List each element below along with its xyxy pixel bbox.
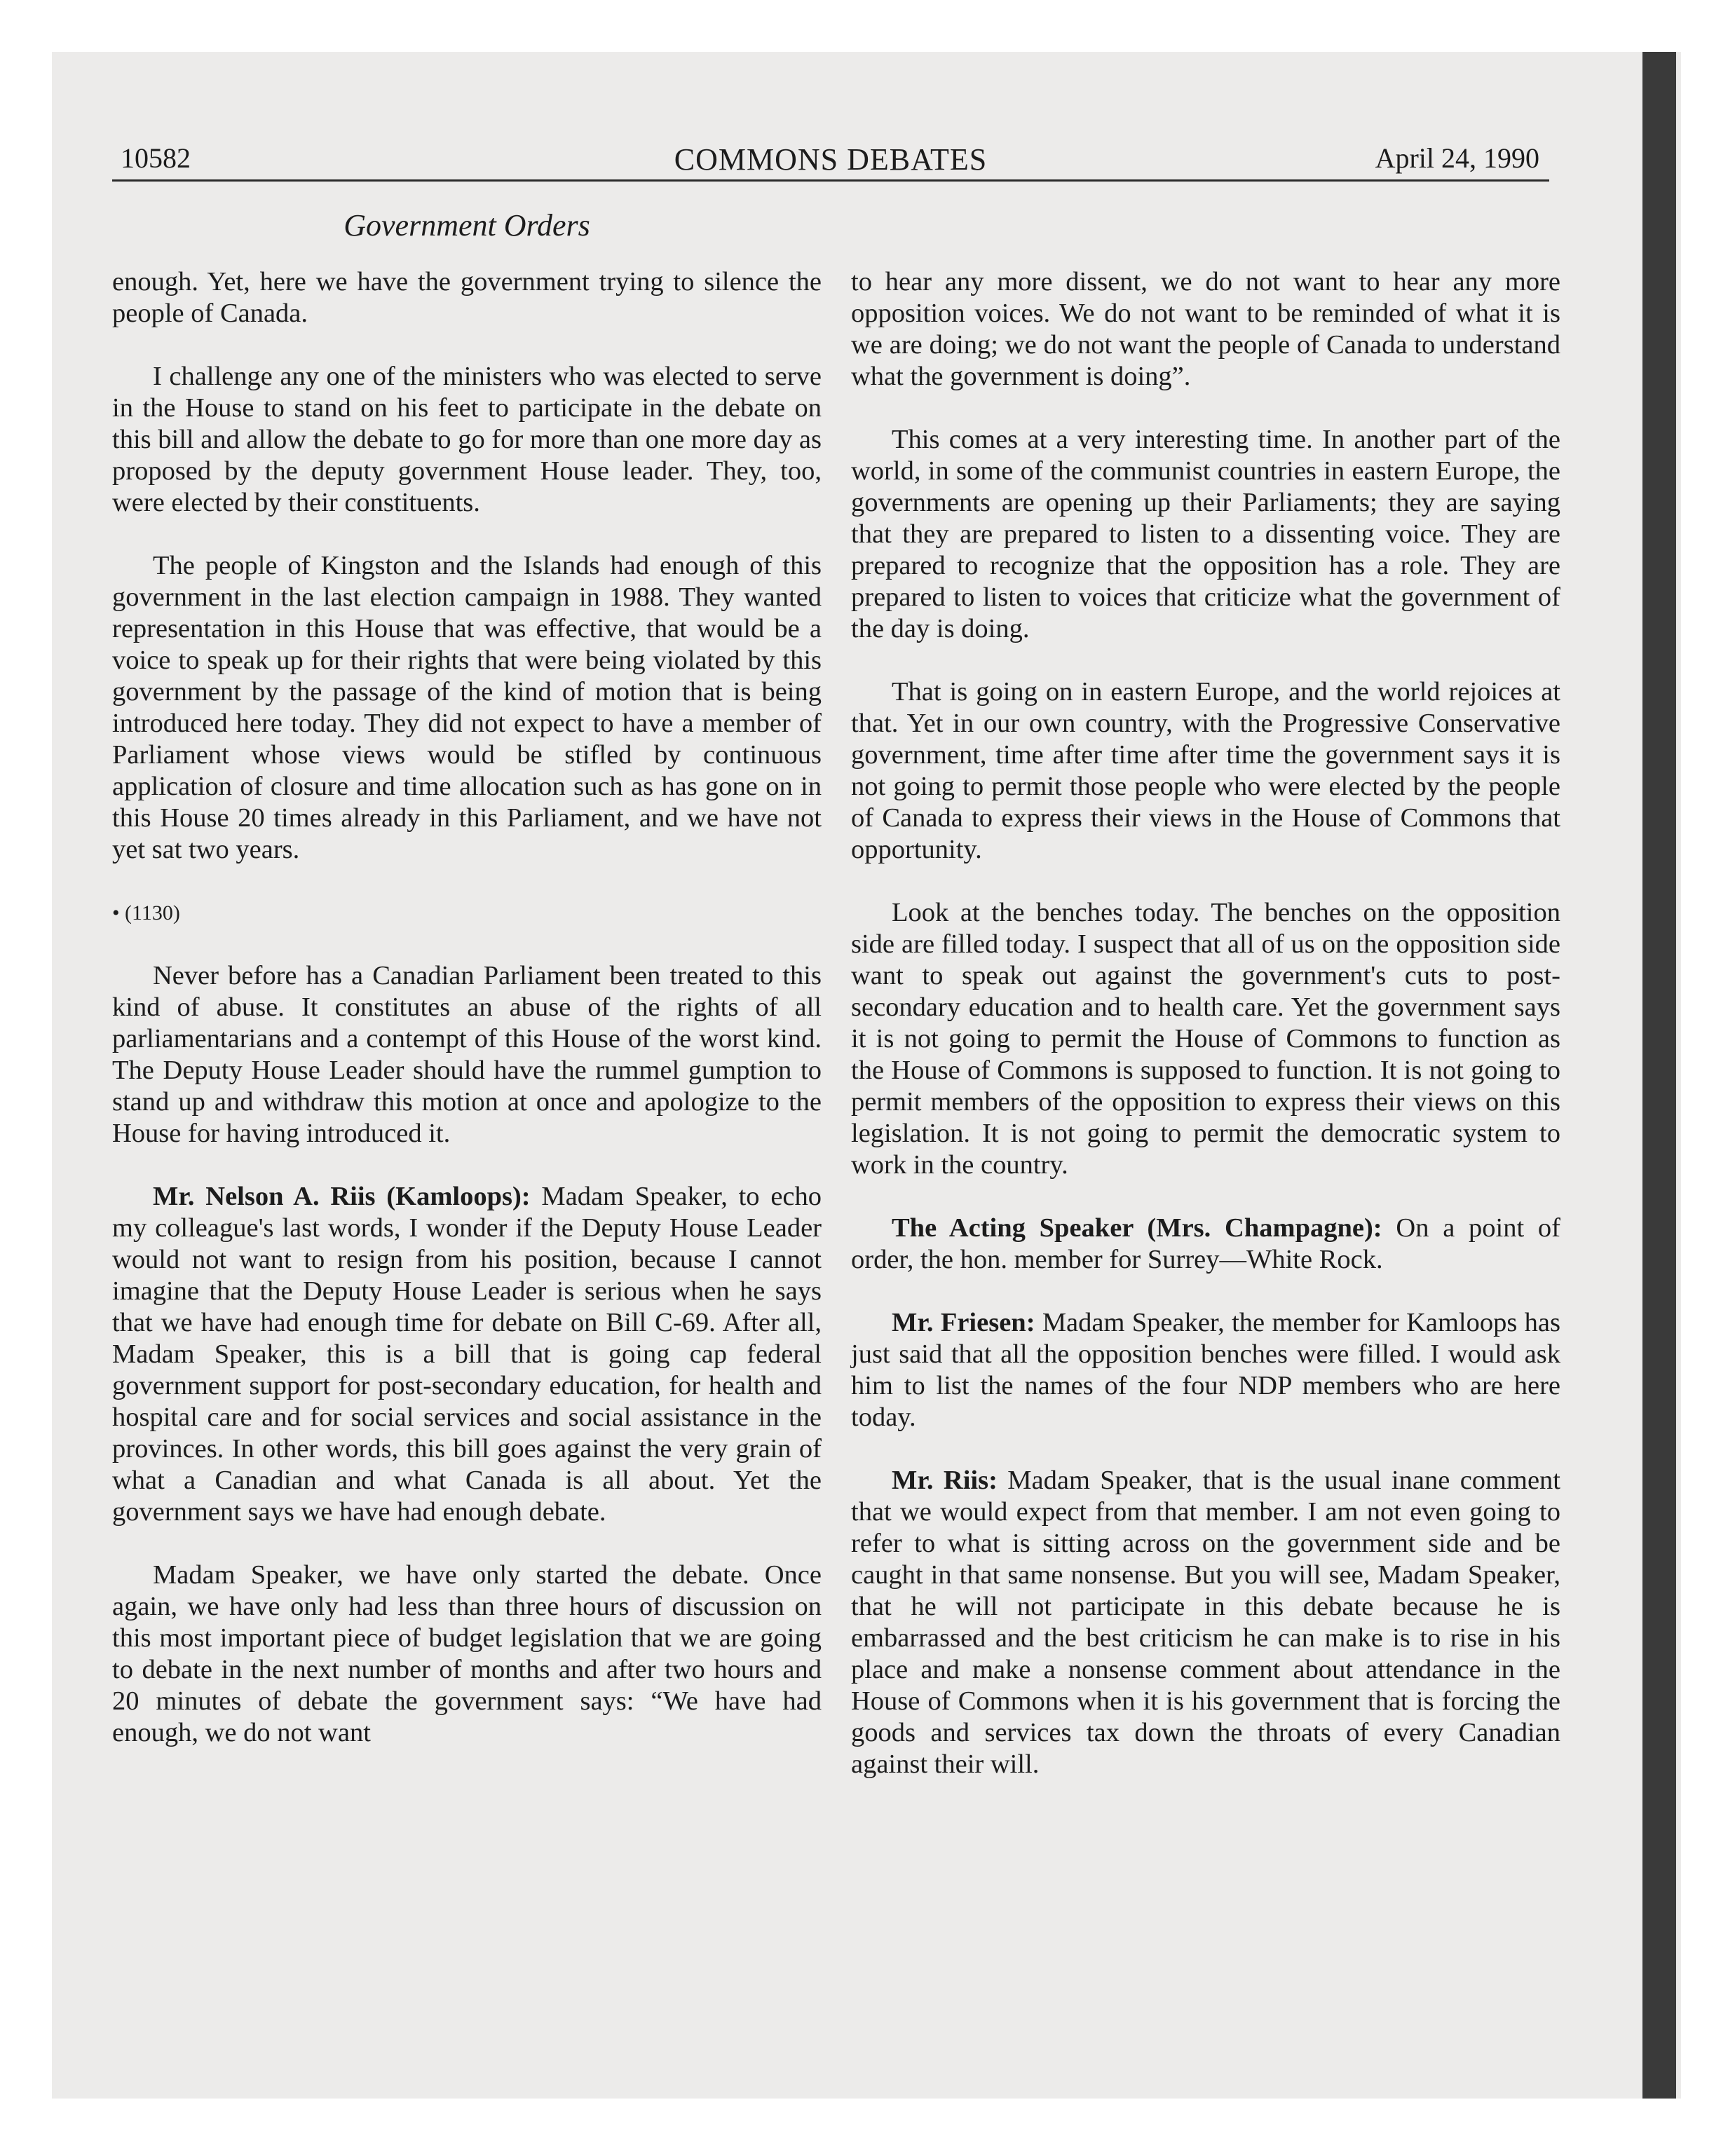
paragraph: enough. Yet, here we have the government trying to silence the people of Canada.: [112, 267, 822, 328]
page-header: [112, 137, 1549, 179]
paragraph: That is going on in eastern Europe, and the world rejoices at that. Yet in our own country, with the Progressive Conservative government, time after time after time the government says it is not going to permit those people who were elected by the people of Canada to express their views in the House of Commons that opportunity.: [851, 677, 1560, 864]
speaker-name: Mr. Friesen:: [892, 1308, 1035, 1337]
paragraph: to hear any more dissent, we do not want to hear any more opposition voices. We do not want to be reminded of what it is we are doing; we do not want the people of Canada to understand what the government is doing”.: [851, 267, 1560, 391]
left-column: [112, 266, 822, 1780]
speaker-name: Mr. Nelson A. Riis (Kamloops):: [153, 1182, 531, 1211]
speaker-name: The Acting Speaker (Mrs. Champagne):: [892, 1213, 1382, 1243]
speech-text: Madam Speaker, the member for Kamloops has just said that all the opposition benches were filled. I would ask him to list the names of the four NDP members who are here today.: [851, 1308, 1560, 1432]
speech-text: Madam Speaker, to echo my colleague's last words, I wonder if the Deputy House Leader would not want to resign from his position, because I cannot imagine that the Deputy House Leader is serious when he says that we have had enough time for debate on Bill C-69. After all, Madam Speaker, this is a bill that is going cap federal government support for post-secondary education, for health and hospital care and for social services and social assistance in the provinces. In other words, this bill goes against the very grain of what a Canadian and what Canada is all about. Yet the government says we have had enough debate.: [112, 1182, 822, 1527]
speaker-name: Mr. Riis:: [892, 1466, 998, 1495]
scan-edge-bar: [1642, 52, 1676, 2099]
section-title: Government Orders: [343, 208, 590, 243]
paragraph: This comes at a very interesting time. In another part of the world, in some of the communist countries in eastern Europe, the governments are opening up their Parliaments; they are saying that they are prepared to listen to a dissenting voice. They are prepared to recognize that the opposition has a role. They are prepared to listen to voices that criticize what the government of the day is doing.: [851, 425, 1560, 643]
paragraph: Look at the benches today. The benches on the opposition side are filled today. I suspect that all of us on the opposition side want to speak out against the government's cuts to post-secondary education and to health care. Yet the government says it is not going to permit the House of Commons to function as the House of Commons is supposed to function. It is not going to permit members of the opposition to express their views on this legislation. It is not going to permit the democratic system to work in the country.: [851, 898, 1560, 1180]
publication-title: COMMONS DEBATES: [674, 142, 988, 177]
speech-paragraph: [851, 1213, 1560, 1276]
paragraph: I challenge any one of the ministers who was elected to serve in the House to stand on his feet to participate in the debate on this bill and allow the debate to go for more than one more day as proposed by the deputy government House leader. They, too, were elected by their constituents.: [112, 362, 822, 517]
speech-text: On a point of order, the hon. member for Surrey—White Rock.: [851, 1213, 1561, 1274]
speech-paragraph: [851, 1465, 1560, 1780]
page-date: April 24, 1990: [1375, 142, 1539, 174]
right-column: [851, 266, 1560, 1812]
header-rule: [112, 179, 1549, 182]
paragraph: Never before has a Canadian Parliament been treated to this kind of abuse. It constitutes an abuse of the rights of all parliamentarians and a contempt of this House of the worst kind. The Deputy House Leader should have the rummel gumption to stand up and withdraw this motion at once and apologize to the House for having introduced it.: [112, 961, 822, 1148]
paragraph: Madam Speaker, we have only started the debate. Once again, we have only had less than three hours of discussion on this most important piece of budget legislation that we are going to debate in the next number of months and after two hours and 20 minutes of debate the government says: “We have had enough, we do not want: [112, 1560, 822, 1747]
time-marker: • (1130): [112, 901, 180, 925]
speech-paragraph: [112, 1181, 822, 1528]
speech-text: Madam Speaker, that is the usual inane comment that we would expect from that member. I am not even going to refer to what is sitting across on the government side and be caught in that same nonsense. But you will see, Madam Speaker, that he will not participate in this debate because he is embarrassed and the best criticism he can make is to rise in his place and make a nonsense comment about attendance in the House of Commons when it is his government that is forcing the goods and services tax down the throats of every Canadian against their will.: [851, 1466, 1560, 1779]
speech-paragraph: [851, 1307, 1560, 1433]
page-number: 10582: [121, 142, 191, 174]
paragraph: The people of Kingston and the Islands had enough of this government in the last election campaign in 1988. They wanted representation in this House that was effective, that would be a voice to speak up for their rights that were being violated by this government by the passage of the kind of motion that is being introduced here today. They did not expect to have a member of Parliament whose views would be stifled by continuous application of closure and time allocation such as has gone on in this House 20 times already in this Parliament, and we have not yet sat two years.: [112, 551, 822, 864]
